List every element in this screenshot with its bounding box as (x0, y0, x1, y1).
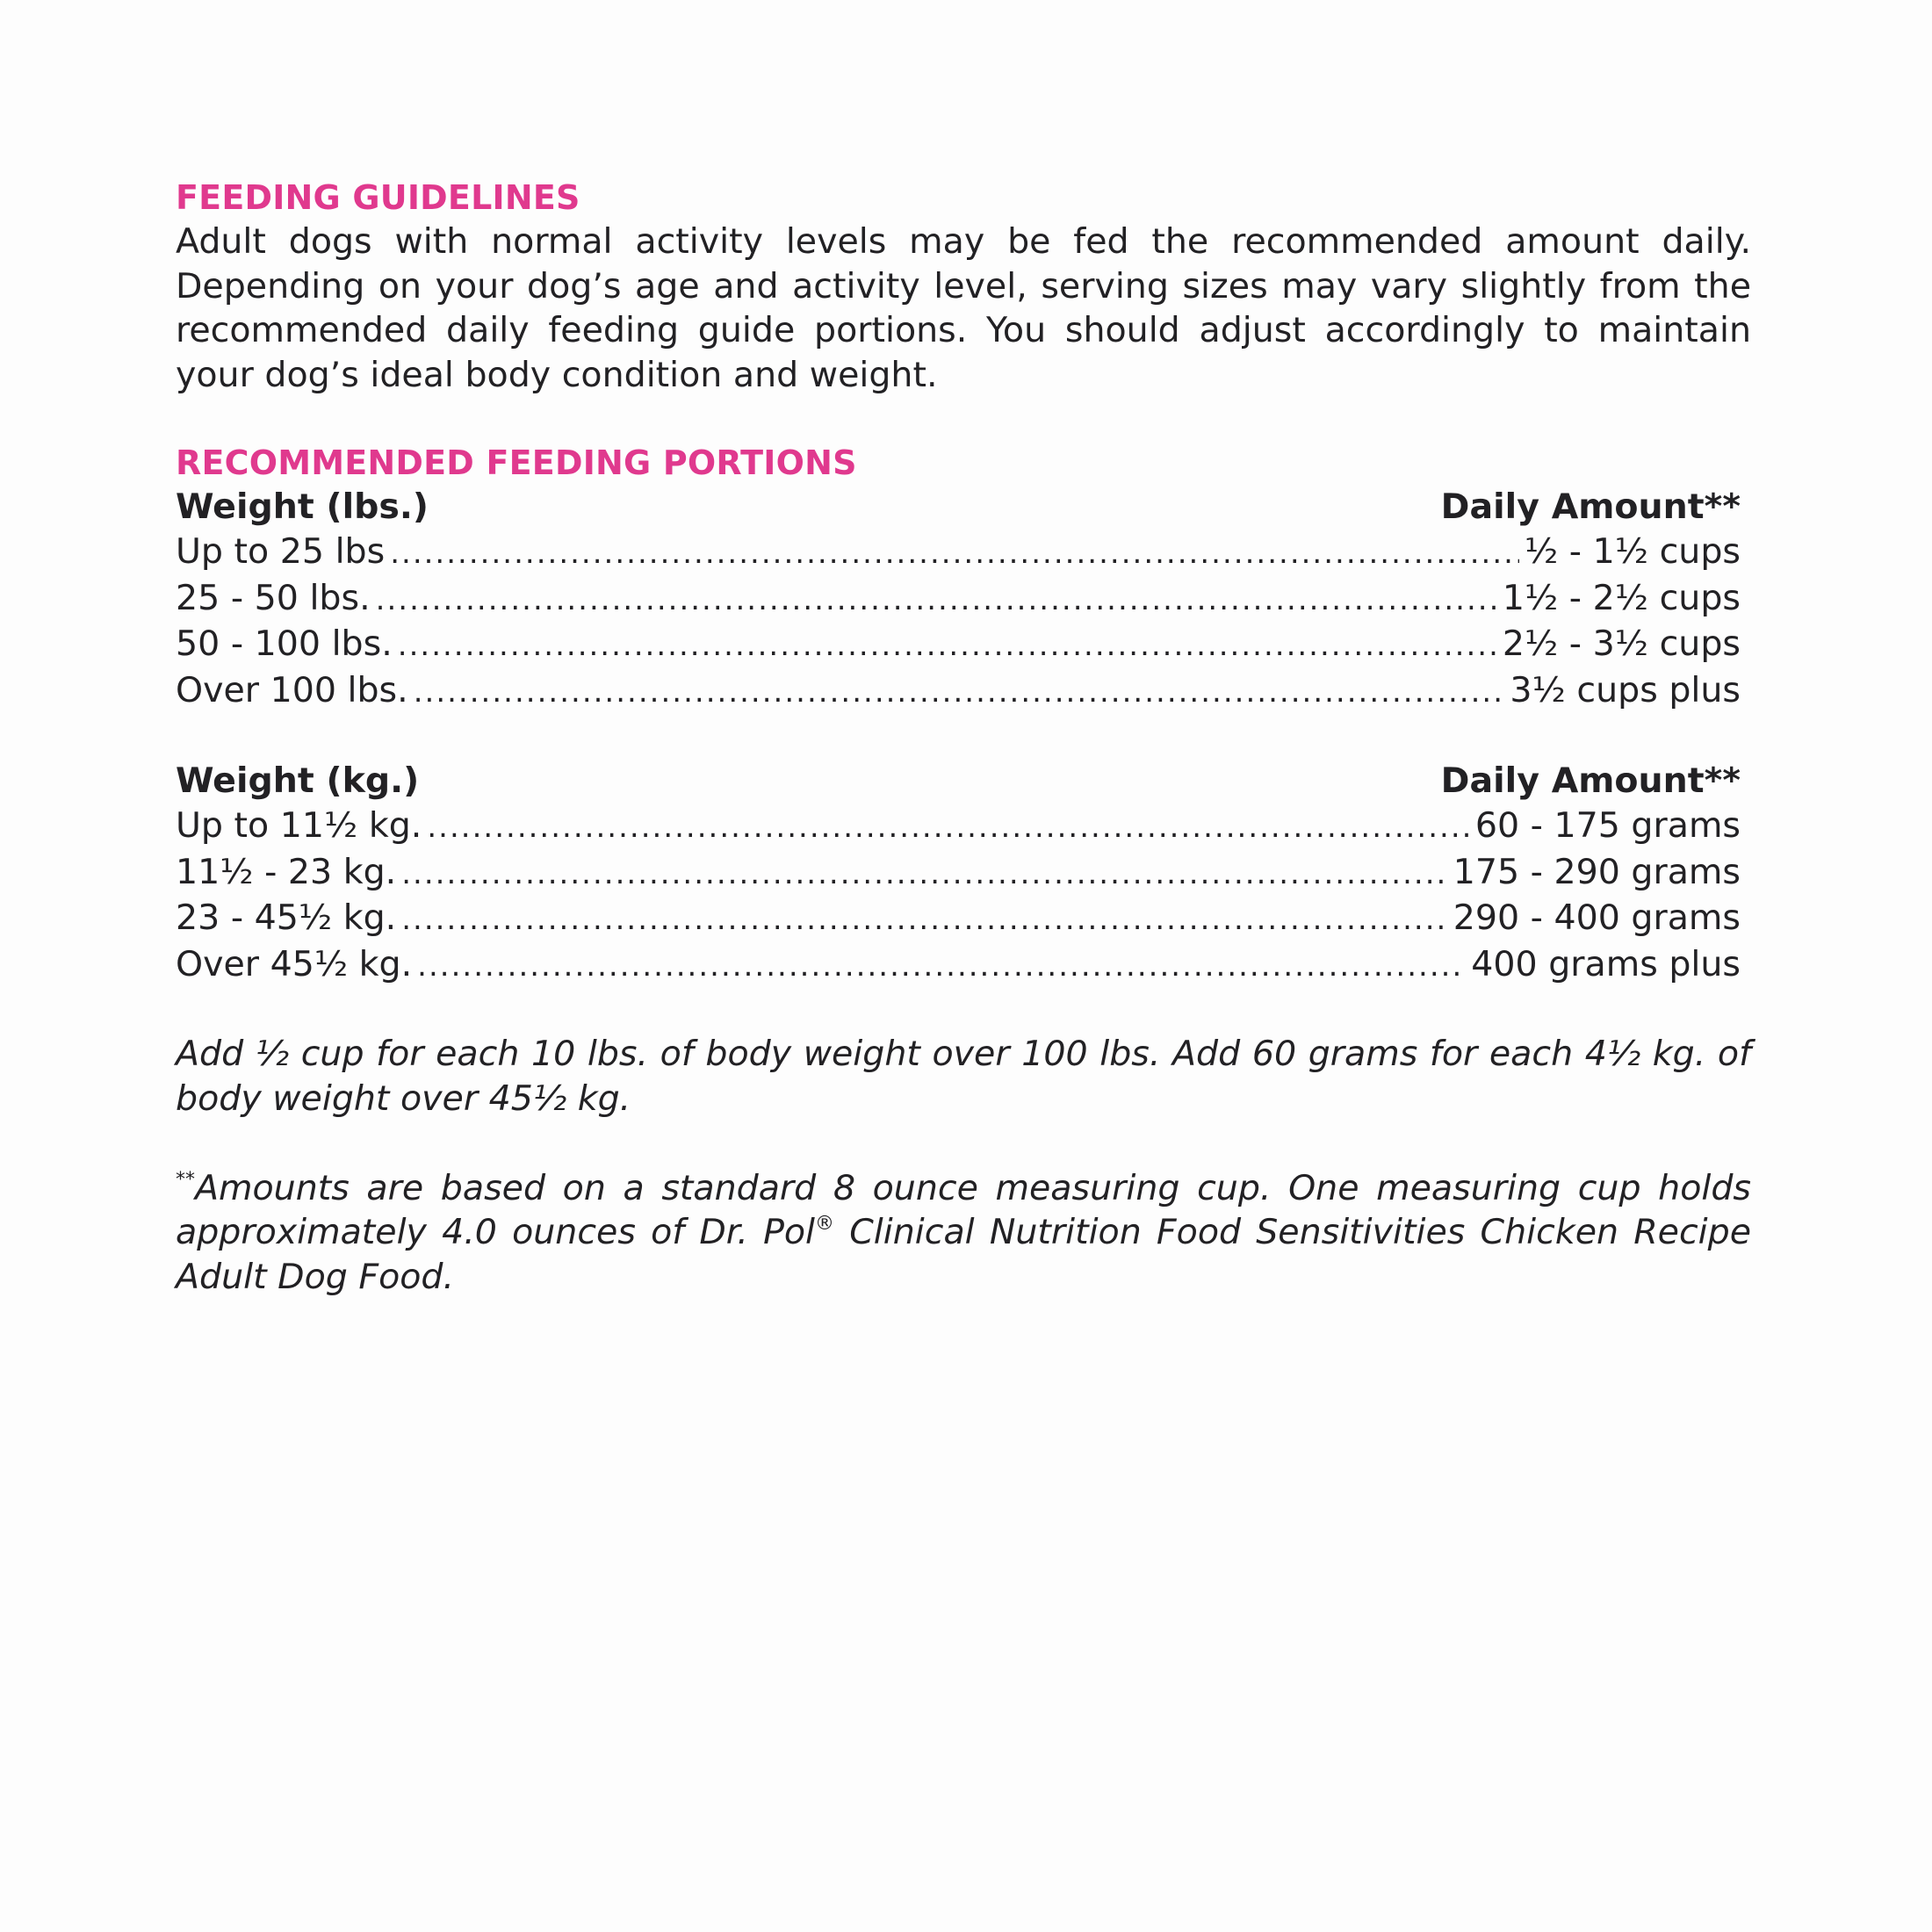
feeding-guidelines-text: Adult dogs with normal activity levels may be fed the recommended amount daily. Depending on your dog’s age and activity level, serving sizes may vary slightly from the recommended daily feeding guide portions. You should adjust accordingly to maintain your dog’s ideal body condition and weight. (176, 221, 1751, 395)
amount-value: ½ - 1½ cups (1524, 530, 1741, 572)
table-row (176, 804, 1741, 850)
amount-value: 290 - 400 grams (1453, 898, 1741, 939)
weight-value: 25 - 50 lbs. (176, 577, 371, 618)
dot-leader (401, 852, 1447, 897)
weight-value: Over 100 lbs. (176, 669, 408, 710)
table-row (176, 896, 1741, 942)
table-row (176, 622, 1741, 668)
dot-leader (376, 578, 1497, 623)
weight-value: Up to 11½ kg. (176, 804, 422, 846)
dot-leader (390, 531, 1519, 576)
amount-value: 400 grams plus (1471, 943, 1741, 984)
weight-value: 11½ - 23 kg. (176, 851, 397, 892)
table-row (176, 530, 1741, 576)
measuring-cup-note-text: Amounts are based on a standard 8 ounce measuring cup. One measuring cup holds approximately 4.0 ounces of Dr. Pol (176, 1167, 1751, 1253)
weight-kg-column-header: Weight (kg.) (176, 761, 420, 802)
feeding-guide-sheet (176, 176, 1751, 1299)
amount-value: 175 - 290 grams (1453, 851, 1741, 892)
amount-value: 3½ cups plus (1510, 669, 1741, 710)
table-header-row (176, 759, 1741, 804)
weight-value: 23 - 45½ kg. (176, 898, 397, 939)
feeding-guidelines-heading: FEEDING GUIDELINES (176, 178, 580, 217)
amount-value: 2½ - 3½ cups (1502, 624, 1741, 665)
table-header-row (176, 485, 1741, 530)
amount-value: 1½ - 2½ cups (1502, 577, 1741, 618)
extra-weight-note: Add ½ cup for each 10 lbs. of body weight over 100 lbs. Add 60 grams for each 4½ kg. of body weight over 45½ kg. (176, 1034, 1751, 1119)
double-asterisk: ** (176, 1168, 195, 1191)
portions-table-kg (176, 759, 1741, 988)
registered-mark: ® (815, 1213, 835, 1236)
weight-value: Over 45½ kg. (176, 943, 413, 984)
table-row (176, 668, 1741, 715)
dot-leader (427, 805, 1469, 850)
table-row (176, 576, 1741, 623)
portions-table-lbs (176, 485, 1741, 714)
weight-value: 50 - 100 lbs. (176, 624, 393, 665)
dot-leader (417, 944, 1466, 989)
table-row (176, 850, 1741, 897)
measuring-cup-note-text-end: Clinical Nutrition Food Sensitivities Chicken Recipe Adult Dog Food. (176, 1212, 1752, 1297)
dot-leader (414, 670, 1505, 715)
weight-value: Up to 25 lbs (176, 530, 386, 572)
daily-amount-column-header: Daily Amount** (1440, 761, 1741, 802)
recommended-portions-heading: RECOMMENDED FEEDING PORTIONS (176, 443, 857, 483)
table-row (176, 942, 1741, 989)
daily-amount-column-header: Daily Amount** (1440, 487, 1741, 528)
weight-lbs-column-header: Weight (lbs.) (176, 487, 429, 528)
amount-value: 60 - 175 grams (1474, 804, 1741, 846)
measuring-cup-note (176, 1166, 1751, 1300)
dot-leader (401, 898, 1447, 942)
dot-leader (398, 624, 1497, 668)
